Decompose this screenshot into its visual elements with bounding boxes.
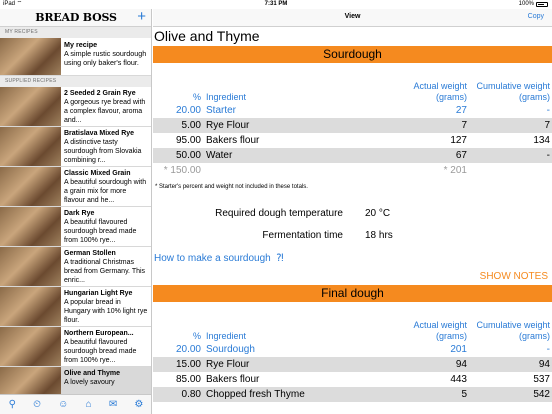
- bread-icon[interactable]: ⌂: [85, 398, 92, 410]
- cell-actual-weight: * 201: [443, 165, 467, 176]
- param-value[interactable]: 18 hrs: [365, 230, 393, 241]
- ipad-label: iPad ⌔: [3, 1, 23, 7]
- recipe-description: A distinctive tasty sourdough from Slovakia combining r...: [64, 139, 142, 164]
- cell-cumulative-weight: 94: [538, 359, 550, 370]
- recipe-thumbnail: [0, 327, 61, 366]
- app-logo: BREAD BOSS: [35, 11, 117, 24]
- cell-percent: * 150.00: [163, 165, 201, 176]
- recipe-title: German Stollen: [64, 250, 116, 257]
- header-actual-weight: Actual weight (grams): [413, 320, 467, 341]
- cell-ingredient: Rye Flour: [206, 359, 250, 370]
- recipe-title: 2 Seeded 2 Grain Rye: [64, 90, 136, 97]
- mail-icon[interactable]: ✉: [108, 398, 118, 410]
- copy-button[interactable]: Copy: [527, 13, 544, 20]
- recipe-item-my-recipe[interactable]: [0, 38, 151, 76]
- table-row[interactable]: [153, 342, 552, 357]
- cell-ingredient: Rye Flour: [206, 120, 250, 131]
- sidebar: [0, 9, 152, 414]
- sourdough-table: [153, 63, 552, 178]
- cell-actual-weight: 443: [450, 374, 467, 385]
- recipe-description: A popular bread in Hungary with 10% light rye flour.: [64, 299, 148, 324]
- cell-actual-weight: 67: [455, 150, 467, 161]
- timer-icon[interactable]: ⏲: [33, 398, 41, 410]
- table-row[interactable]: [153, 372, 552, 387]
- recipe-thumbnail: [0, 247, 61, 286]
- final-dough-table: [153, 302, 552, 402]
- navigation-bar: [153, 9, 552, 27]
- cell-cumulative-weight: 542: [533, 389, 550, 400]
- cell-actual-weight: 7: [461, 120, 467, 131]
- header-ingredient: Ingredient: [206, 331, 247, 341]
- cell-percent: 50.00: [175, 150, 201, 161]
- param-dough-temperature: [153, 205, 552, 223]
- recipe-title: Dark Rye: [64, 210, 95, 217]
- param-value[interactable]: 20 °C: [365, 208, 391, 219]
- cell-cumulative-weight: 537: [533, 374, 550, 385]
- table-header: [153, 302, 552, 342]
- cell-percent: 5.00: [181, 120, 201, 131]
- sidebar-header: [0, 9, 151, 27]
- recipe-item[interactable]: [0, 327, 151, 367]
- cell-ingredient: Sourdough: [206, 344, 255, 355]
- sidebar-tabbar: [0, 394, 152, 414]
- cell-actual-weight: 94: [455, 359, 467, 370]
- status-bar: [0, 0, 552, 9]
- header-actual-weight: Actual weight (grams): [413, 81, 467, 102]
- clock: 7:31 PM: [264, 1, 288, 7]
- sourdough-banner: Sourdough: [153, 46, 552, 63]
- cell-ingredient: Bakers flour: [206, 374, 260, 385]
- starter-footnote: * Starter's percent and weight not included in these totals.: [155, 184, 308, 190]
- nav-title: View: [344, 13, 361, 20]
- cell-actual-weight: 201: [450, 344, 467, 355]
- cell-actual-weight: 127: [450, 135, 467, 146]
- header-percent: %: [192, 92, 201, 102]
- cell-ingredient: Chopped fresh Thyme: [206, 389, 305, 400]
- param-fermentation-time: [153, 227, 552, 245]
- recipe-item[interactable]: [0, 247, 151, 287]
- battery-icon: [536, 2, 548, 7]
- header-percent: %: [192, 331, 201, 341]
- cell-cumulative-weight: -: [546, 344, 550, 355]
- table-row[interactable]: [153, 103, 552, 118]
- detail-pane: [153, 9, 552, 414]
- param-label: Required dough temperature: [215, 208, 343, 219]
- recipe-thumbnail: [0, 167, 61, 206]
- recipe-description: A beautiful flavoured sourdough bread made from 100% rye...: [64, 219, 137, 244]
- param-label: Fermentation time: [262, 230, 343, 241]
- recipe-thumbnail: [0, 38, 61, 75]
- recipe-title: Hungarian Light Rye: [64, 290, 133, 297]
- cell-percent: 15.00: [175, 359, 201, 370]
- cell-cumulative-weight: 7: [544, 120, 550, 131]
- cell-percent: 95.00: [175, 135, 201, 146]
- cell-cumulative-weight: -: [546, 150, 550, 161]
- recipe-title: Classic Mixed Grain: [64, 170, 131, 177]
- table-row[interactable]: [153, 357, 552, 372]
- cell-cumulative-weight: [467, 163, 552, 178]
- recipe-item[interactable]: [0, 207, 151, 247]
- cell-ingredient: Bakers flour: [206, 135, 260, 146]
- smile-icon[interactable]: ☺: [58, 398, 69, 410]
- recipe-description: A simple rustic sourdough using only baker's flour.: [64, 49, 147, 67]
- final-dough-banner: Final dough: [153, 285, 552, 302]
- howto-link[interactable]: How to make a sourdough ⁈: [154, 253, 284, 264]
- cell-cumulative-weight: -: [546, 105, 550, 116]
- cell-percent: 85.00: [175, 374, 201, 385]
- supplied-recipes-header: SUPPLIED RECIPES: [0, 76, 151, 87]
- cell-percent: 20.00: [175, 344, 201, 355]
- cell-cumulative-weight: 134: [533, 135, 550, 146]
- table-header: [153, 63, 552, 103]
- cell-percent: 0.80: [181, 389, 201, 400]
- recipe-description: A beautiful sourdough with a grain mix for more flavour and he...: [64, 179, 147, 204]
- recipe-description: A beautiful flavoured sourdough bread made from 100% rye...: [64, 339, 137, 364]
- cell-actual-weight: 27: [455, 105, 467, 116]
- recipe-thumbnail: [0, 127, 61, 166]
- header-ingredient: Ingredient: [206, 92, 247, 102]
- battery-indicator: 100%: [519, 0, 548, 9]
- recipe-item[interactable]: [0, 87, 151, 127]
- pin-icon[interactable]: ⚲: [8, 398, 16, 410]
- recipe-title: Bratislava Mixed Rye: [64, 130, 135, 137]
- table-row[interactable]: [153, 163, 552, 178]
- recipe-heading: Olive and Thyme: [154, 28, 260, 44]
- recipe-list: [0, 87, 151, 407]
- gear-icon[interactable]: ⚙: [134, 398, 144, 410]
- recipe-item[interactable]: [0, 287, 151, 327]
- header-cumulative-weight: Cumulative weight (grams): [476, 81, 550, 102]
- recipe-item[interactable]: [0, 167, 151, 207]
- cell-ingredient: Starter: [206, 105, 237, 116]
- table-row[interactable]: [153, 148, 552, 163]
- table-row[interactable]: [153, 133, 552, 148]
- header-cumulative-weight: Cumulative weight (grams): [476, 320, 550, 341]
- recipe-thumbnail: [0, 87, 61, 126]
- cell-actual-weight: 5: [461, 389, 467, 400]
- recipe-description: A traditional Christmas bread from Germany. This enric...: [64, 259, 146, 284]
- recipe-title: My recipe: [64, 40, 98, 49]
- info-icon: ⁈: [273, 253, 284, 264]
- cell-ingredient: Water: [206, 150, 233, 161]
- table-row[interactable]: [153, 118, 552, 133]
- recipe-title: Olive and Thyme: [64, 370, 121, 377]
- recipe-item[interactable]: [0, 127, 151, 167]
- my-recipes-header: MY RECIPES: [0, 27, 151, 38]
- recipe-title: Northern European...: [64, 330, 134, 337]
- cell-ingredient: [201, 163, 381, 178]
- show-notes-button[interactable]: SHOW NOTES: [479, 271, 548, 282]
- recipe-thumbnail: [0, 287, 61, 326]
- table-row[interactable]: [153, 387, 552, 402]
- add-recipe-button[interactable]: +: [137, 9, 146, 25]
- cell-percent: 20.00: [175, 105, 201, 116]
- recipe-thumbnail: [0, 207, 61, 246]
- recipe-description: A lovely savoury: [64, 379, 115, 386]
- recipe-description: A gorgeous rye bread with a complex flavour, aroma and...: [64, 99, 146, 124]
